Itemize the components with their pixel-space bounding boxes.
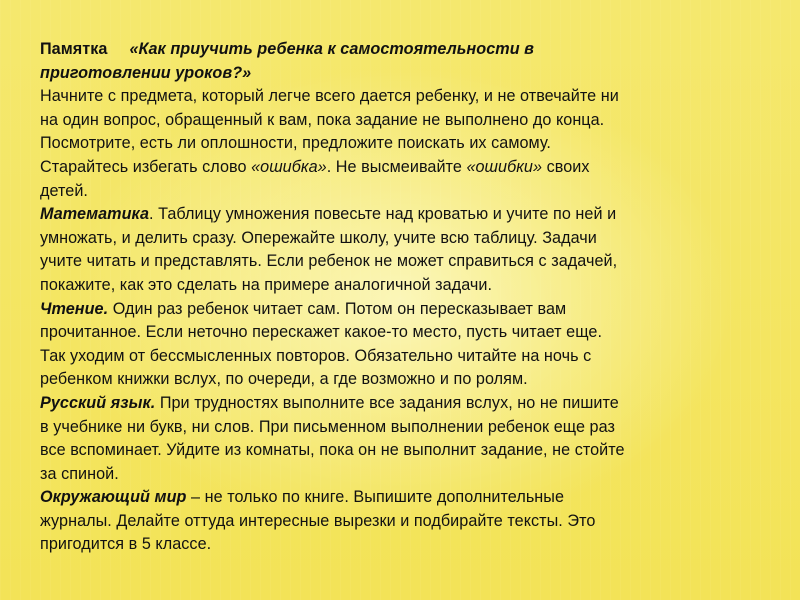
intro-word-errors: «ошибки» [466,157,543,176]
math-line-3: учите читать и представлять. Если ребенок не может справиться с задачей, [40,252,618,271]
intro-line-3: Посмотрите, есть ли оплошности, предложите поискать их самому. [40,134,551,153]
intro-word-error: «ошибка» [251,157,327,176]
russian-line-4: за спиной. [40,464,119,483]
memo-title-line-2 [40,62,766,86]
memo-label: Памятка [40,40,108,58]
reading-line-2: прочитанное. Если неточно перескажет какое-то место, пусть читает еще. [40,323,602,342]
math-line-1 [40,203,766,227]
reading-line-1-text: Один раз ребенок читает сам. Потом он пересказывает вам [108,299,567,318]
intro-line-4-c: своих [542,157,590,176]
russian-line-2: в учебнике ни букв, ни слов. При письменном выполнении ребенок еще раз [40,417,615,436]
math-line-4: покажите, как это сделать на примере аналогичной задачи. [40,275,493,294]
memo-title-part-2: приготовлении уроков?» [40,63,252,82]
reading-line-1 [40,298,766,322]
russian-line-3: все вспоминает. Уйдите из комнаты, пока он не выполнит задание, не стойте [40,441,625,460]
world-line-1 [40,486,766,510]
world-heading: Окружающий мир [40,488,187,507]
intro-line-5: детей. [40,181,88,200]
world-line-1-text: – не только по книге. Выпишите дополнительные [186,488,565,507]
memo-title-line-1 [40,38,766,62]
reading-line-3: Так уходим от бессмысленных повторов. Обязательно читайте на ночь с [40,346,592,365]
reading-line-4: ребенком книжки вслух, по очереди, а где возможно и по ролям. [40,370,528,389]
reading-heading: Чтение. [40,299,109,318]
intro-line-2: на один вопрос, обращенный к вам, пока задание не выполнено до конца. [40,110,605,129]
math-heading: Математика [40,205,150,224]
memo-title-part-1: «Как приучить ребенка к самостоятельности в [129,40,535,58]
world-line-2: журналы. Делайте оттуда интересные вырезки и подбирайте тексты. Это [40,511,596,530]
russian-line-1 [40,392,766,416]
memo-text-block [40,38,766,557]
intro-line-4 [40,156,766,180]
intro-line-4-b: . Не высмеивайте [326,157,467,176]
intro-line-4-a: Старайтесь избегать слово [40,157,252,176]
world-line-3: пригодится в 5 классе. [40,535,212,554]
intro-line-1: Начните с предмета, который легче всего дается ребенку, и не отвечайте ни [40,87,619,106]
russian-heading: Русский язык. [40,393,156,412]
math-line-2: умножать, и делить сразу. Опережайте школу, учите всю таблицу. Задачи [40,228,597,247]
math-line-1-text: . Таблицу умножения повесьте над кроватью и учите по ней и [149,205,617,224]
russian-line-1-text: При трудностях выполните все задания вслух, но не пишите [155,393,619,412]
